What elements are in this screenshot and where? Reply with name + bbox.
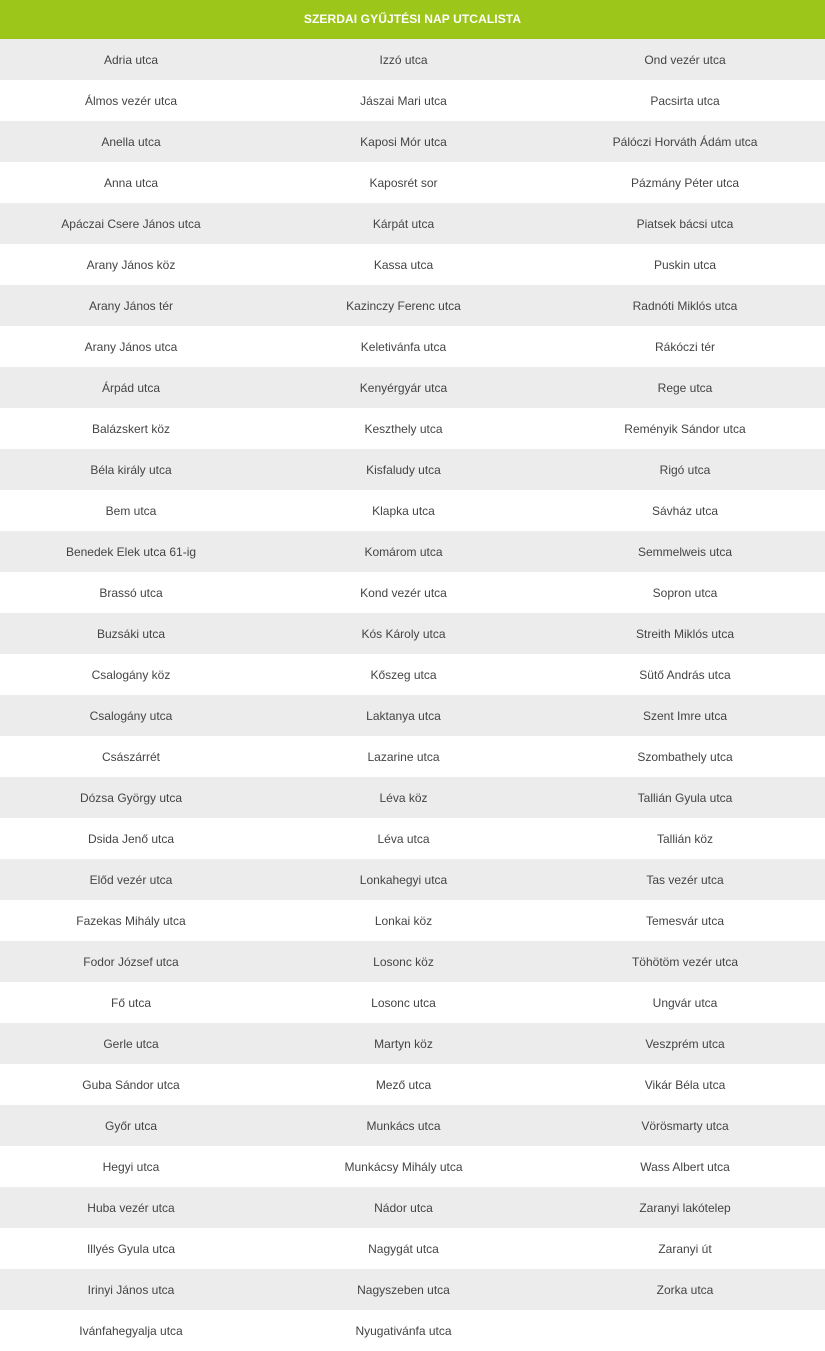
table-row <box>0 1310 825 1351</box>
street-name-cell: Buzsáki utca <box>96 626 166 641</box>
street-name-cell: Kisfaludy utca <box>366 462 441 477</box>
street-name-cell: Brassó utca <box>99 585 163 600</box>
street-name-cell: Jászai Mari utca <box>360 93 447 108</box>
street-name-cell: Keszthely utca <box>364 421 443 436</box>
table-row <box>0 900 825 941</box>
street-name-cell: Fő utca <box>110 995 152 1010</box>
table-row <box>0 408 825 449</box>
street-name-cell: Kaposi Mór utca <box>360 134 447 149</box>
street-name-cell: Komárom utca <box>364 544 443 559</box>
street-name-cell: Laktanya utca <box>366 708 441 723</box>
table-row <box>0 1105 825 1146</box>
street-name-cell: Anella utca <box>101 134 161 149</box>
street-name-cell: Illyés Gyula utca <box>86 1241 176 1256</box>
table-row <box>0 1269 825 1310</box>
table-row <box>0 367 825 408</box>
street-name-cell: Apáczai Csere János utca <box>61 216 201 231</box>
street-name-cell: Izzó utca <box>379 52 428 67</box>
street-name-cell: Streith Miklós utca <box>635 626 735 641</box>
street-name-cell: Ond vezér utca <box>644 52 726 67</box>
street-name-cell: Anna utca <box>103 175 159 190</box>
street-name-cell: Vörösmarty utca <box>641 1118 729 1133</box>
street-name-cell: Zaranyi lakótelep <box>639 1200 731 1215</box>
street-name-cell: Zaranyi út <box>658 1241 712 1256</box>
street-name-cell: Lonkahegyi utca <box>359 872 448 887</box>
street-name-cell: Sávház utca <box>651 503 719 518</box>
table-row <box>0 695 825 736</box>
street-name-cell: Bem utca <box>105 503 157 518</box>
table-row <box>0 203 825 244</box>
table-row <box>0 490 825 531</box>
street-name-cell: Veszprém utca <box>645 1036 725 1051</box>
street-name-cell: Munkácsy Mihály utca <box>344 1159 463 1174</box>
street-name-cell: Csalogány köz <box>91 667 171 682</box>
street-name-cell: Gerle utca <box>103 1036 159 1051</box>
table-row <box>0 818 825 859</box>
street-name-cell: Kós Károly utca <box>361 626 446 641</box>
street-name-cell: Tallián Gyula utca <box>637 790 733 805</box>
street-name-cell: Győr utca <box>104 1118 158 1133</box>
street-name-cell: Kenyérgyár utca <box>359 380 448 395</box>
table-row <box>0 941 825 982</box>
street-name-cell: Lazarine utca <box>367 749 440 764</box>
street-name-cell: Sopron utca <box>652 585 718 600</box>
street-name-cell: Lonkai köz <box>374 913 433 928</box>
table-row <box>0 121 825 162</box>
street-name-cell: Huba vezér utca <box>87 1200 175 1215</box>
street-name-cell: Reményik Sándor utca <box>624 421 746 436</box>
table-row <box>0 449 825 490</box>
table-body <box>0 39 825 1351</box>
table-row <box>0 326 825 367</box>
table-row <box>0 244 825 285</box>
street-name-cell: Pálóczi Horváth Ádám utca <box>612 134 758 149</box>
street-name-cell: Sütő András utca <box>639 667 731 682</box>
street-name-cell: Munkács utca <box>366 1118 441 1133</box>
table-row <box>0 1228 825 1269</box>
table-row <box>0 613 825 654</box>
table-row <box>0 654 825 695</box>
street-name-cell: Fodor József utca <box>83 954 179 969</box>
street-name-cell: Guba Sándor utca <box>82 1077 180 1092</box>
street-name-cell: Hegyi utca <box>102 1159 160 1174</box>
street-name-cell: Szent Imre utca <box>642 708 728 723</box>
street-name-cell: Balázskert köz <box>91 421 171 436</box>
street-name-cell: Béla király utca <box>90 462 172 477</box>
street-name-cell: Álmos vezér utca <box>84 93 178 108</box>
street-name-cell: Szombathely utca <box>637 749 733 764</box>
street-name-cell: Arany János köz <box>86 257 176 272</box>
street-name-cell: Dsida Jenő utca <box>87 831 175 846</box>
table-title: SZERDAI GYŰJTÉSI NAP UTCALISTA <box>0 0 825 39</box>
street-name-cell: Rigó utca <box>659 462 711 477</box>
table-row <box>0 572 825 613</box>
table-row <box>0 736 825 777</box>
table-row <box>0 1187 825 1228</box>
table-row <box>0 1023 825 1064</box>
street-name-cell: Radnóti Miklós utca <box>632 298 738 313</box>
table-row <box>0 859 825 900</box>
table-row <box>0 531 825 572</box>
street-name-cell: Irinyi János utca <box>87 1282 175 1297</box>
street-name-cell: Ivánfahegyalja utca <box>79 1323 183 1338</box>
street-name-cell: Losonc utca <box>371 995 436 1010</box>
street-name-cell: Piatsek bácsi utca <box>636 216 734 231</box>
table-row <box>0 777 825 818</box>
street-name-cell: Csalogány utca <box>89 708 173 723</box>
street-name-cell: Kond vezér utca <box>360 585 447 600</box>
street-name-cell: Benedek Elek utca 61-ig <box>65 544 197 559</box>
street-name-cell: Pacsirta utca <box>650 93 720 108</box>
street-name-cell: Nyugativánfa utca <box>355 1323 452 1338</box>
street-name-cell: Semmelweis utca <box>637 544 733 559</box>
street-name-cell: Kaposrét sor <box>369 175 438 190</box>
street-name-cell: Arany János utca <box>84 339 178 354</box>
street-name-cell: Rege utca <box>657 380 713 395</box>
street-name-cell: Puskin utca <box>653 257 717 272</box>
street-name-cell: Wass Albert utca <box>640 1159 730 1174</box>
street-name-cell: Losonc köz <box>373 954 434 969</box>
street-name-cell: Nádor utca <box>374 1200 433 1215</box>
street-name-cell: Nagygát utca <box>368 1241 439 1256</box>
street-name-cell <box>545 1310 825 1351</box>
street-name-cell: Rákóczi tér <box>654 339 716 354</box>
street-name-cell: Előd vezér utca <box>89 872 173 887</box>
street-name-cell: Pázmány Péter utca <box>630 175 740 190</box>
street-name-cell: Kárpát utca <box>372 216 435 231</box>
street-name-cell: Kassa utca <box>373 257 434 272</box>
street-name-cell: Nagyszeben utca <box>357 1282 450 1297</box>
street-name-cell: Zorka utca <box>656 1282 714 1297</box>
street-name-cell: Fazekas Mihály utca <box>76 913 186 928</box>
table-row <box>0 1146 825 1187</box>
table-row <box>0 285 825 326</box>
table-row <box>0 162 825 203</box>
street-name-cell: Martyn köz <box>374 1036 433 1051</box>
street-name-cell: Tas vezér utca <box>646 872 724 887</box>
street-name-cell: Dózsa György utca <box>79 790 183 805</box>
street-name-cell: Léva utca <box>377 831 430 846</box>
table-row <box>0 982 825 1023</box>
street-name-cell: Töhötöm vezér utca <box>631 954 739 969</box>
street-name-cell: Mező utca <box>375 1077 432 1092</box>
street-name-cell: Keletivánfa utca <box>360 339 447 354</box>
street-name-cell: Temesvár utca <box>645 913 725 928</box>
table-row <box>0 39 825 80</box>
street-name-cell: Klapka utca <box>372 503 435 518</box>
street-name-cell: Ungvár utca <box>652 995 718 1010</box>
street-name-cell: Adria utca <box>103 52 159 67</box>
street-name-cell: Árpád utca <box>101 380 161 395</box>
table-row <box>0 80 825 121</box>
street-name-cell: Kazinczy Ferenc utca <box>346 298 461 313</box>
street-name-cell: Arany János tér <box>88 298 174 313</box>
street-name-cell: Vikár Béla utca <box>644 1077 726 1092</box>
table-row <box>0 1064 825 1105</box>
street-name-cell: Tallián köz <box>656 831 714 846</box>
street-name-cell: Kőszeg utca <box>370 667 437 682</box>
street-name-cell: Császárrét <box>101 749 160 764</box>
street-name-cell: Léva köz <box>379 790 428 805</box>
